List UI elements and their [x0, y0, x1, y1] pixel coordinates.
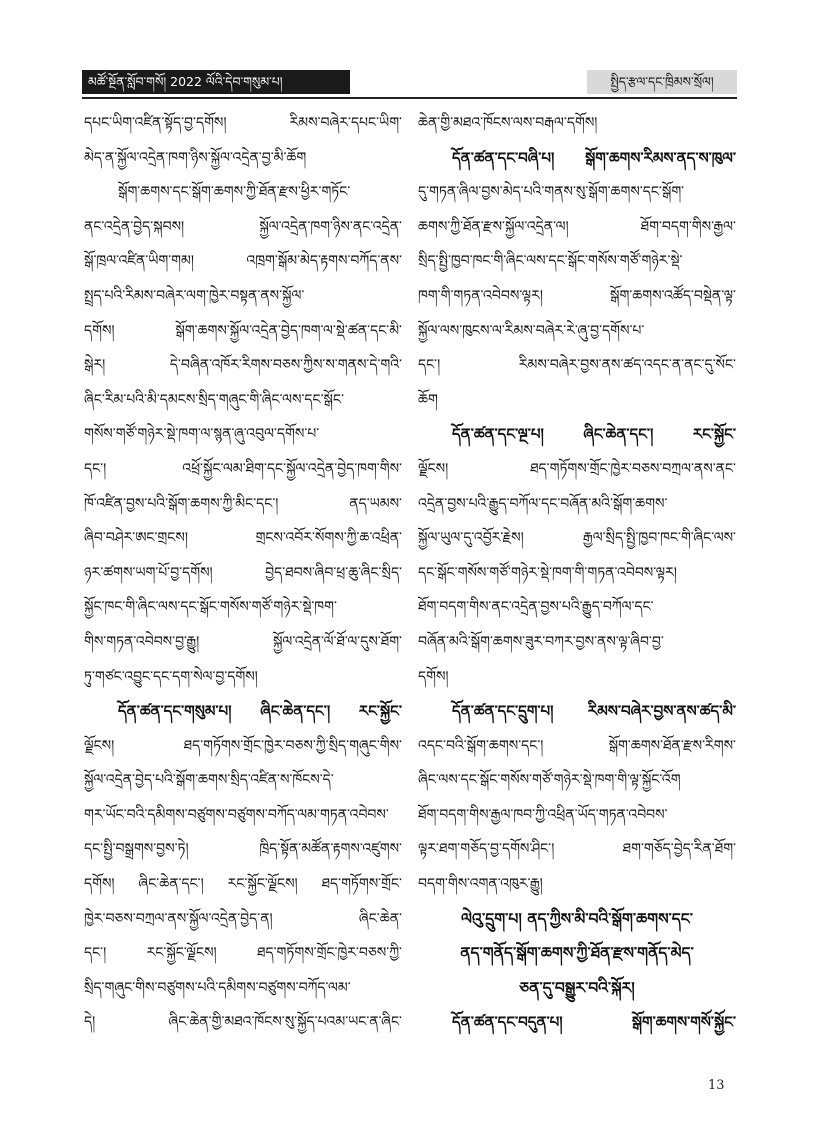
section-title: སྤྱིད་རྩལ་དང་ཁྲིམས་སྲོལ། — [587, 70, 737, 94]
body-text-line: དང་། རང་སྐྱོང་ལྗོངས། ཐད་གཏོགས་གྲོང་ཁྱེར་བཅས་ཀྱི་ — [84, 945, 402, 962]
body-text-line: དཔང་ཡིག་འཛིན་སྟོད་བྱ་དགོས། རིམས་བཞེར་དཔང་ཡིག་ — [84, 115, 402, 131]
body-text-line: སྒོག་ཆགས་དང་སྒོག་ཆགས་ཀྱི་ཐོན་རྫས་ཕྱིར་གཏོང་ — [118, 184, 351, 201]
page-number: 13 — [708, 1078, 725, 1093]
body-text-line: ལྟར་ཐག་གཅོད་བྱ་དགོས་ཤིང་། ཐག་གཅོད་བྱེད་རིན་ཐོག་ — [418, 841, 736, 858]
body-text-line: འདྲེན་བྱས་པའི་རྒྱུད་བཀོལ་དང་བཞོན་མའི་སྒོག་ཆགས་ — [418, 495, 668, 512]
body-text-line: ལྗོངས། ཐད་གཏོགས་གྲོང་ཁྱེར་བཅས་བཀྲལ་ནས་ནང་ — [418, 460, 736, 477]
body-text-line: ཞིང་རིམ་པའི་མི་དམངས་སྲིད་གཞུང་གི་ཞིང་ལས་དང་སྒོང་ — [84, 391, 345, 408]
chapter-title-line: ལེའུ་དྲུག་པ། ནད་ཀྱིས་མི་བའི་སྒོག་ཆགས་དང་ — [461, 908, 693, 928]
body-text-line: སྲིད་གཞུང་གིས་བཙུགས་པའི་དམིགས་བཙུགས་བཀོད་ལམ་ — [84, 979, 351, 996]
body-text-line: ནང་འདྲེན་བྱེད་སྐབས། སྐྱོལ་འདྲེན་ཁག་ཉིས་ནང་འདྲེན་ — [84, 218, 402, 235]
body-text-line: དང་། འཕྲོ་སྐྱོང་ལམ་ཐིག་དང་སྐྱོལ་འདྲེན་བྱེད་ཁག་གིས་ — [84, 460, 402, 477]
body-text-line: དེ། ཞིང་ཆེན་གྱི་མཐའ་ཁོངས་སུ་སྐྱོད་པའམ་ཡང་ན་ཞིང་ — [84, 1014, 402, 1031]
body-text-line: གར་ཡོང་བའི་དམིགས་བཙུགས་བཙུགས་བཀོད་ལམ་གཏན་འབེབས་ — [84, 806, 389, 823]
journal-title: མཚོ་སྔོན་སློབ་གསོ། 2022 ལོའི་དེབ་གསུམ་པ། — [82, 70, 350, 94]
body-text-line: གིས་གཏན་འབེབས་བྱ་རྒྱུ། སྐྱོལ་འདྲེན་ལོ་ཐོ་ལ་དུས་ཐོག་ — [84, 633, 402, 650]
section-heading-line: དོན་ཚན་དང་གསུམ་པ། ཞིང་ཆེན་དང་། རང་སྐྱོང་ — [118, 702, 402, 721]
body-text-line: སྲིད་སྤྱི་ཁྱབ་ཁང་གི་ཞིང་ལས་དང་སྒོང་གསོས་གཙོ་གཉེར་སྡེ་ — [418, 253, 683, 270]
body-text-line: སྒེར། དེ་བཞིན་འཁོར་རིགས་བཅས་ཀྱིས་ས་གནས་དེ་གའི་ — [84, 357, 402, 374]
body-text-line: ཞིང་ལས་དང་སྒོང་གསོས་གཙོ་གཉེར་སྡེ་ཁག་གི་ལྟ་སྐྱོང་འོག — [418, 772, 681, 789]
right-column — [418, 106, 736, 1040]
body-text-line: དགོས། ཞིང་ཆེན་དང་། རང་སྐྱོང་ལྗོངས། ཐད་གཏོགས་གྲོང་ — [84, 876, 402, 893]
body-text-line: མེད་ན་སྐྱོལ་འདྲེན་ཁག་ཉིས་སྐྱོལ་འདྲེན་བྱ་མི་ཆོག — [84, 149, 307, 166]
chapter-title-line: ནད་གནོད་སྒོག་ཆགས་ཀྱི་ཐོན་རྫས་གནོད་མེད་ — [460, 943, 694, 963]
body-text-line: འདང་བའི་སྒོག་ཆགས་དང་། སྒོག་ཆགས་ཐོན་རྫས་རིགས་ — [418, 737, 736, 754]
body-text-line: ཆོག — [418, 391, 438, 408]
body-text-line: ཁྱེར་བཅས་བཀྲལ་ནས་སྐྱོལ་འདྲེན་བྱེད་ན། ཞིང་ཆེན་ — [84, 910, 402, 927]
chapter-title-line: ཅན་དུ་བསྒྱུར་བའི་སྐོར། — [519, 977, 635, 997]
section-heading-line: དོན་ཚན་དང་དྲུག་པ། རིམས་བཞེར་བྱས་ནས་ཚད་མི་ — [452, 702, 736, 721]
body-text-line: དགོས། སྒོག་ཆགས་སྐྱོལ་འདྲེན་བྱེད་ཁག་ལ་སྡེ་ཚན་དང་མི་ — [84, 322, 402, 339]
body-text-line: ཁོ་འཛིན་བྱས་པའི་སྒོག་ཆགས་ཀྱི་མིང་དང་། ནད་ཡམས་ — [84, 495, 402, 512]
body-text-line: སྤྲད་པའི་རིམས་བཞེར་ལག་ཁྱེར་བསྟན་ནས་སྐྱོལ་ — [84, 287, 305, 304]
body-text-line: དགོས། — [418, 668, 449, 685]
body-text-line: ཐོག་བདག་གིས་རྒྱལ་ཁབ་ཀྱི་འཕྲིན་ཡོད་གཏན་འབེབས་ — [418, 806, 668, 823]
body-text-line: བདག་གིས་འགན་འཁུར་རྒྱུ། — [418, 876, 543, 893]
body-text-line: ཁག་གི་གཏན་འབེབས་ལྟར། སྒོག་ཆགས་འཚོད་བསྡེན་ལྟ་ — [418, 287, 736, 304]
header-rule — [82, 97, 737, 99]
body-text-line: ཞིབ་བཤེར་ཨང་གྲངས། གྲངས་འབོར་སོགས་ཀྱི་ཆ་འཕྲིན་ — [84, 530, 402, 547]
body-text-line: དང་། རིམས་བཞེར་བྱས་ནས་ཚད་འདང་ན་ནང་དུ་སོང་ — [418, 357, 736, 374]
body-text-line: སྒོ་ཁྲལ་འཛིན་ཡིག་གམ། འཁྲག་སྒོམ་མེད་རྟགས་བཀོད་ནས་ — [84, 253, 402, 270]
body-text-line: སྐྱོལ་ལས་ཁུངས་ལ་རིམས་བཞེར་རེ་ཞུ་བྱ་དགོས་པ་ — [418, 322, 645, 339]
section-heading-line: དོན་ཚན་དང་བདུན་པ། སྒོག་ཆགས་གསོ་སྐྱོང་ — [452, 1013, 736, 1032]
body-text-line: སྐྱོལ་འདྲེན་བྱེད་པའི་སྒོག་ཆགས་སྲིད་འཛིན་ས་ཁོངས་དེ་ — [84, 772, 334, 789]
body-text-line: ཏུ་གཙང་འབྱུང་དང་དག་སེལ་བྱ་དགོས། — [84, 668, 258, 685]
body-text-line: ཆགས་ཀྱི་ཐོན་རྫས་སྐྱོལ་འདྲེན་ལ། ཐོག་བདག་གིས་རྒྱལ་ — [418, 218, 736, 235]
body-text-line: དང་སྤྱི་བསྒྲགས་བྱས་ཏེ། ཁྲིད་སྟོན་མཚོན་རྟགས་འཛུགས་ — [84, 841, 402, 858]
body-text-line: ཐོག་བདག་གིས་ནང་འདྲེན་བྱས་པའི་རྒྱུད་བཀོལ་དང་ — [418, 599, 654, 616]
body-text-line: དུ་གཏན་ཞིལ་བྱས་མེད་པའི་གནས་སུ་སྒོག་ཆགས་དང་སྒོག་ — [418, 184, 685, 201]
left-column — [84, 106, 402, 1040]
section-heading-line: དོན་ཚན་དང་ལྔ་པ། ཞིང་ཆེན་དང་། རང་སྐྱོང་ — [452, 425, 736, 444]
body-text-line: དང་སྒོང་གསོས་གཙོ་གཉེར་སྡེ་ཁག་གི་གཏན་འབེབས་ལྟར། — [418, 564, 677, 581]
body-text-line: ཆེན་གྱི་མཐའ་ཁོངས་ལས་བརྒལ་དགོས། — [418, 115, 598, 131]
running-header — [82, 70, 737, 96]
body-text-line: བཞོན་མའི་སྒོག་ཆགས་ཟུར་བཀར་བྱས་ནས་ལྟ་ཞིབ་བྱ་ — [418, 633, 664, 650]
body-text-line: ཉར་ཚགས་ཡག་པོ་བྱ་དགོས། བྱེད་ཐབས་ཞིབ་ཕྲ་ཆུ་ཞིང་སྲིད་ — [84, 564, 402, 581]
body-text-line: སྐྱོང་ཁང་གི་ཞིང་ལས་དང་སྒོང་གསོས་གཙོ་གཉེར་སྡེ་ཁག་ — [84, 599, 337, 616]
section-heading-line: དོན་ཚན་དང་བཞི་པ། སྒོག་ཆགས་རིམས་ནད་ས་ཁུལ་ — [452, 148, 736, 167]
body-text-line: གསོས་གཙོ་གཉེར་སྡེ་ཁག་ལ་སྙན་ཞུ་འབུལ་དགོས་པ་ — [84, 426, 320, 443]
body-text-line: ལྗོངས། ཐད་གཏོགས་གྲོང་ཁྱེར་བཅས་ཀྱི་སྲིད་གཞུང་གིས་ — [84, 737, 402, 754]
body-text-line: སྐྱོལ་ཡུལ་དུ་འབྱོར་རྗེས། རྒྱལ་སྲིད་སྤྱི་ཁྱབ་ཁང་གི་ཞིང་ལས་ — [418, 530, 736, 547]
